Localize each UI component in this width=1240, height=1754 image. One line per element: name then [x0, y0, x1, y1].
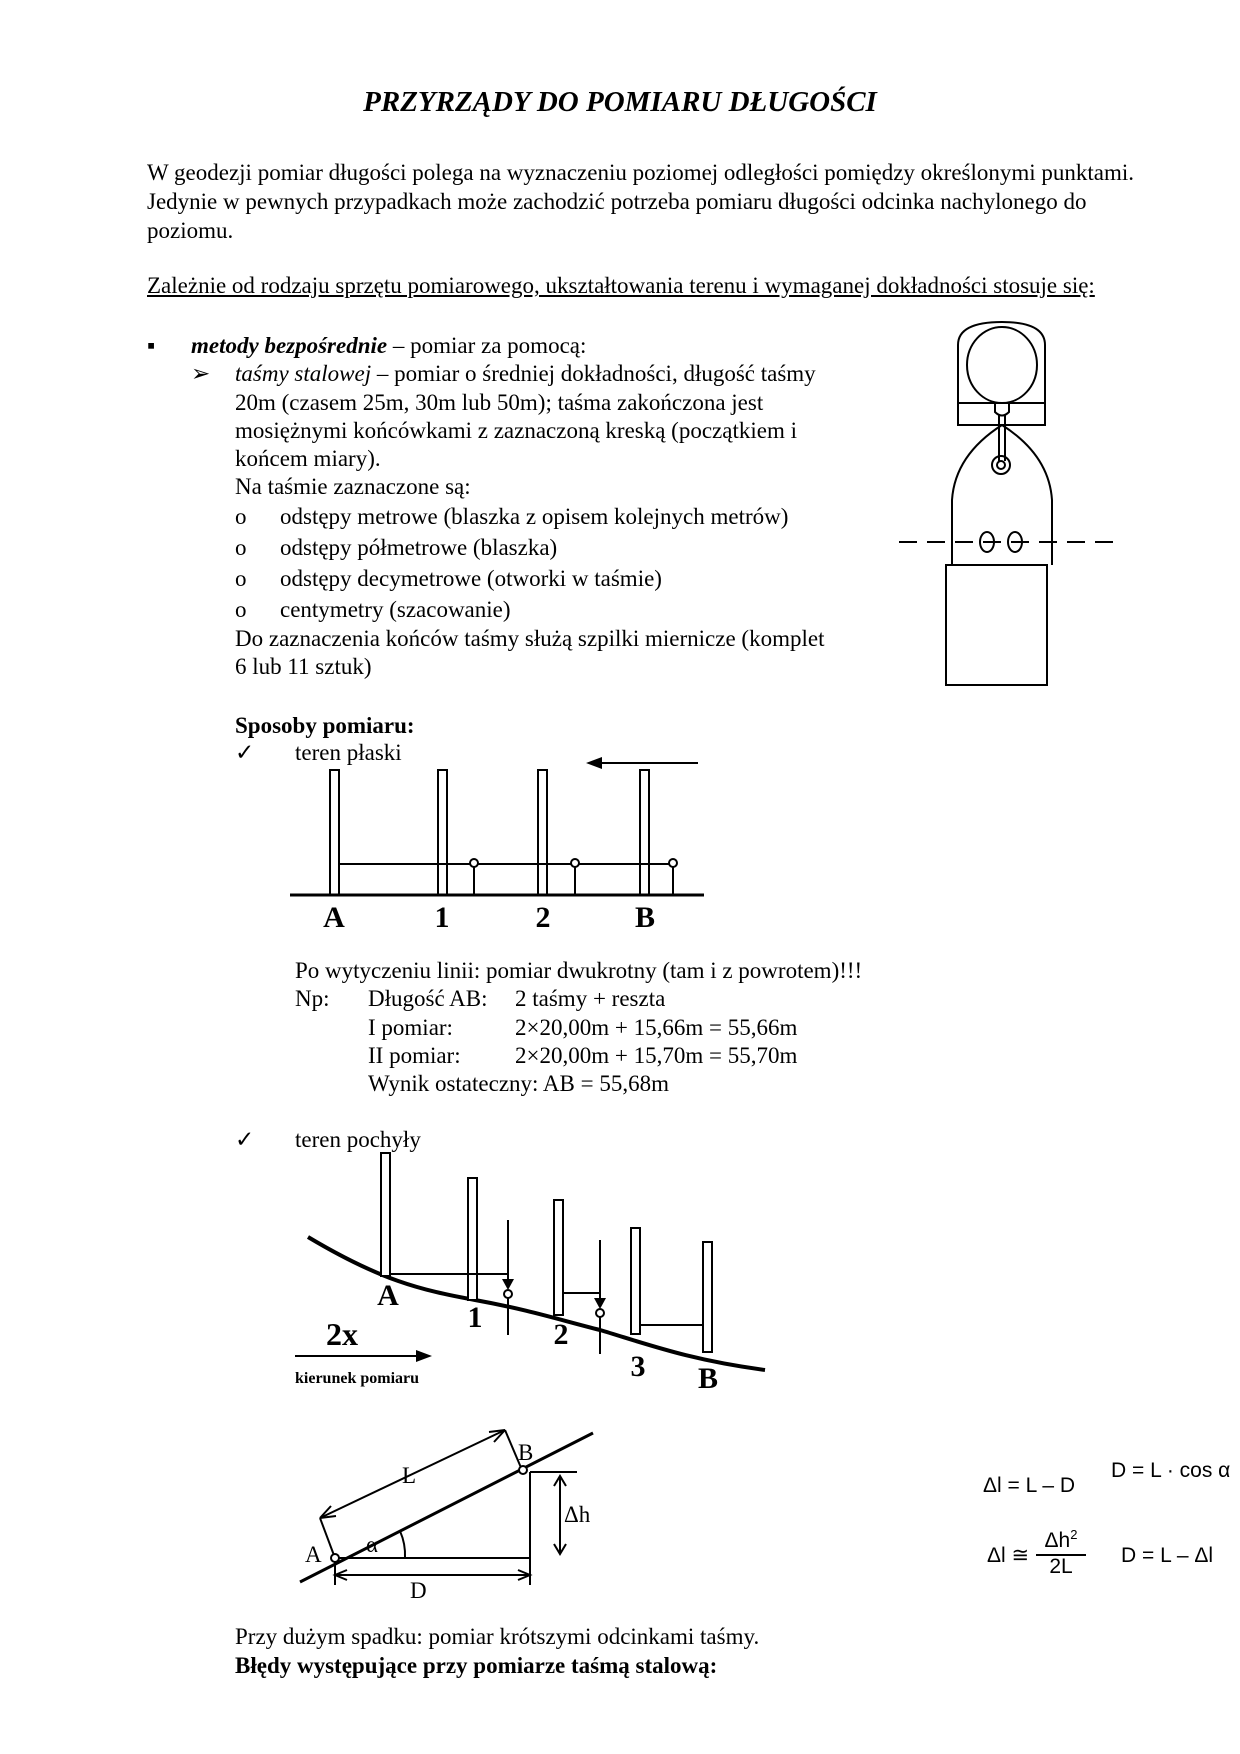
range-pole	[703, 1242, 712, 1352]
bullet-square-icon: ▪	[147, 333, 156, 358]
tape-line-4: końcem miary).	[235, 446, 381, 471]
example-m1: I pomiar:	[368, 1015, 453, 1040]
sub-bullet: o	[235, 566, 247, 591]
tape-end-illustration	[895, 315, 1115, 695]
tape-item-2: odstępy półmetrowe (blaszka)	[280, 535, 558, 560]
example-length-value: 2 taśmy + reszta	[515, 986, 666, 1011]
depends-paragraph: Zależnie od rodzaju sprzętu pomiarowego, ukształtowania terenu i wymaganej dokładności stosuje się:	[147, 273, 1095, 298]
example-m2: II pomiar:	[368, 1043, 461, 1068]
example-final: Wynik ostateczny: AB = 55,68m	[368, 1071, 669, 1096]
errors-heading: Błędy występujące przy pomiarze taśmą stalową:	[235, 1653, 718, 1678]
formula-dl-approx: Δl ≅	[987, 1544, 1030, 1567]
range-pole-a	[330, 770, 339, 895]
point-label: A	[377, 1279, 399, 1312]
formula-d-diff: D = L – Δl	[1121, 1544, 1214, 1567]
methods-heading: Sposoby pomiaru:	[235, 713, 415, 738]
point-label: 2	[535, 901, 551, 934]
label-l: L	[402, 1463, 417, 1488]
tape-pins-2: 6 lub 11 sztuk)	[235, 654, 372, 679]
point-label: 1	[434, 901, 450, 934]
example-np: Np:	[295, 986, 330, 1011]
pin-marker	[470, 859, 478, 867]
tape-item-3: odstępy decymetrowe (otworki w taśmie)	[280, 566, 662, 591]
point-label: B	[697, 1362, 719, 1395]
formula-d-cos: D = L · cos α	[1111, 1459, 1231, 1482]
method-label: metody bezpośrednie	[191, 333, 388, 358]
point-label: 3	[630, 1350, 646, 1383]
range-pole-2	[538, 770, 547, 895]
tape-item-4: centymetry (szacowanie)	[280, 597, 511, 622]
example-m2-value: 2×20,00m + 15,70m = 55,70m	[515, 1043, 798, 1068]
pin-marker	[669, 859, 677, 867]
method-line	[191, 331, 586, 360]
flat-terrain-diagram	[290, 755, 710, 935]
direction-label: kierunek pomiaru	[295, 1370, 420, 1387]
steep-text: Przy dużym spadku: pomiar krótszymi odcinkami taśmy.	[235, 1624, 760, 1649]
range-pole-b	[640, 770, 649, 895]
method-text: – pomiar za pomocą:	[387, 333, 587, 358]
slope-triangle-diagram	[290, 1420, 610, 1600]
point-label: A	[323, 901, 345, 934]
pin-marker	[571, 859, 579, 867]
range-pole	[631, 1228, 640, 1334]
example-m1-value: 2×20,00m + 15,66m = 55,66m	[515, 1015, 798, 1040]
slope-label: teren pochyły	[295, 1127, 421, 1152]
label-dh: Δh	[564, 1502, 591, 1527]
intro-paragraph: W geodezji pomiar długości polega na wyznaczeniu poziomej odległości pomiędzy określonymi punktami. Jedynie w pewnych przypadkach może zachodzić potrzeba pomiaru długości odcinka nachylonego do poziomu.	[147, 160, 1135, 243]
check-icon: ✓	[235, 1127, 255, 1152]
point-label: B	[634, 901, 656, 934]
sloped-terrain-diagram	[290, 1150, 770, 1400]
point-label: 1	[467, 1301, 483, 1334]
example-length: Długość AB:	[368, 986, 488, 1011]
formula-fraction-numerator: $\Delta h^2$	[1036, 1522, 1086, 1556]
flat-label: teren płaski	[295, 740, 402, 765]
formula-fraction-denominator: 2L	[1049, 1555, 1073, 1578]
page-title: PRZYRZĄDY DO POMIARU DŁUGOŚCI	[363, 86, 877, 118]
range-pole	[468, 1178, 477, 1300]
tape-item-1: odstępy metrowe (blaszka z opisem kolejnych metrów)	[280, 504, 789, 529]
arrow-bullet-icon: ➢	[191, 361, 211, 386]
label-b: B	[518, 1440, 534, 1465]
label-a: A	[305, 1542, 322, 1567]
tape-label: taśmy stalowej	[235, 361, 372, 386]
point-label: 2	[553, 1318, 569, 1351]
check-icon: ✓	[235, 740, 255, 765]
tape-line-2: 20m (czasem 25m, 30m lub 50m); taśma zakończona jest	[235, 390, 764, 415]
sub-bullet: o	[235, 504, 247, 529]
procedure-text: Po wytyczeniu linii: pomiar dwukrotny (tam i z powrotem)!!!	[295, 958, 863, 983]
label-d: D	[410, 1578, 427, 1600]
sub-bullet: o	[235, 597, 247, 622]
tape-marked: Na taśmie zaznaczone są:	[235, 474, 471, 499]
range-pole	[554, 1200, 563, 1315]
tape-line-3: mosiężnymi końcówkami z zaznaczoną kreską (początkiem i	[235, 418, 797, 443]
tape-line-1: taśmy stalowej – pomiar o średniej dokładności, długość taśmy	[235, 361, 816, 386]
range-pole	[381, 1153, 390, 1276]
times-label: 2x	[326, 1316, 358, 1352]
label-alpha: α	[366, 1532, 379, 1557]
range-pole-1	[438, 770, 447, 895]
sub-bullet: o	[235, 535, 247, 560]
formula-dl: Δl = L – D	[983, 1474, 1076, 1497]
tape-pins-1: Do zaznaczenia końców taśmy służą szpilki miernicze (komplet	[235, 626, 825, 651]
